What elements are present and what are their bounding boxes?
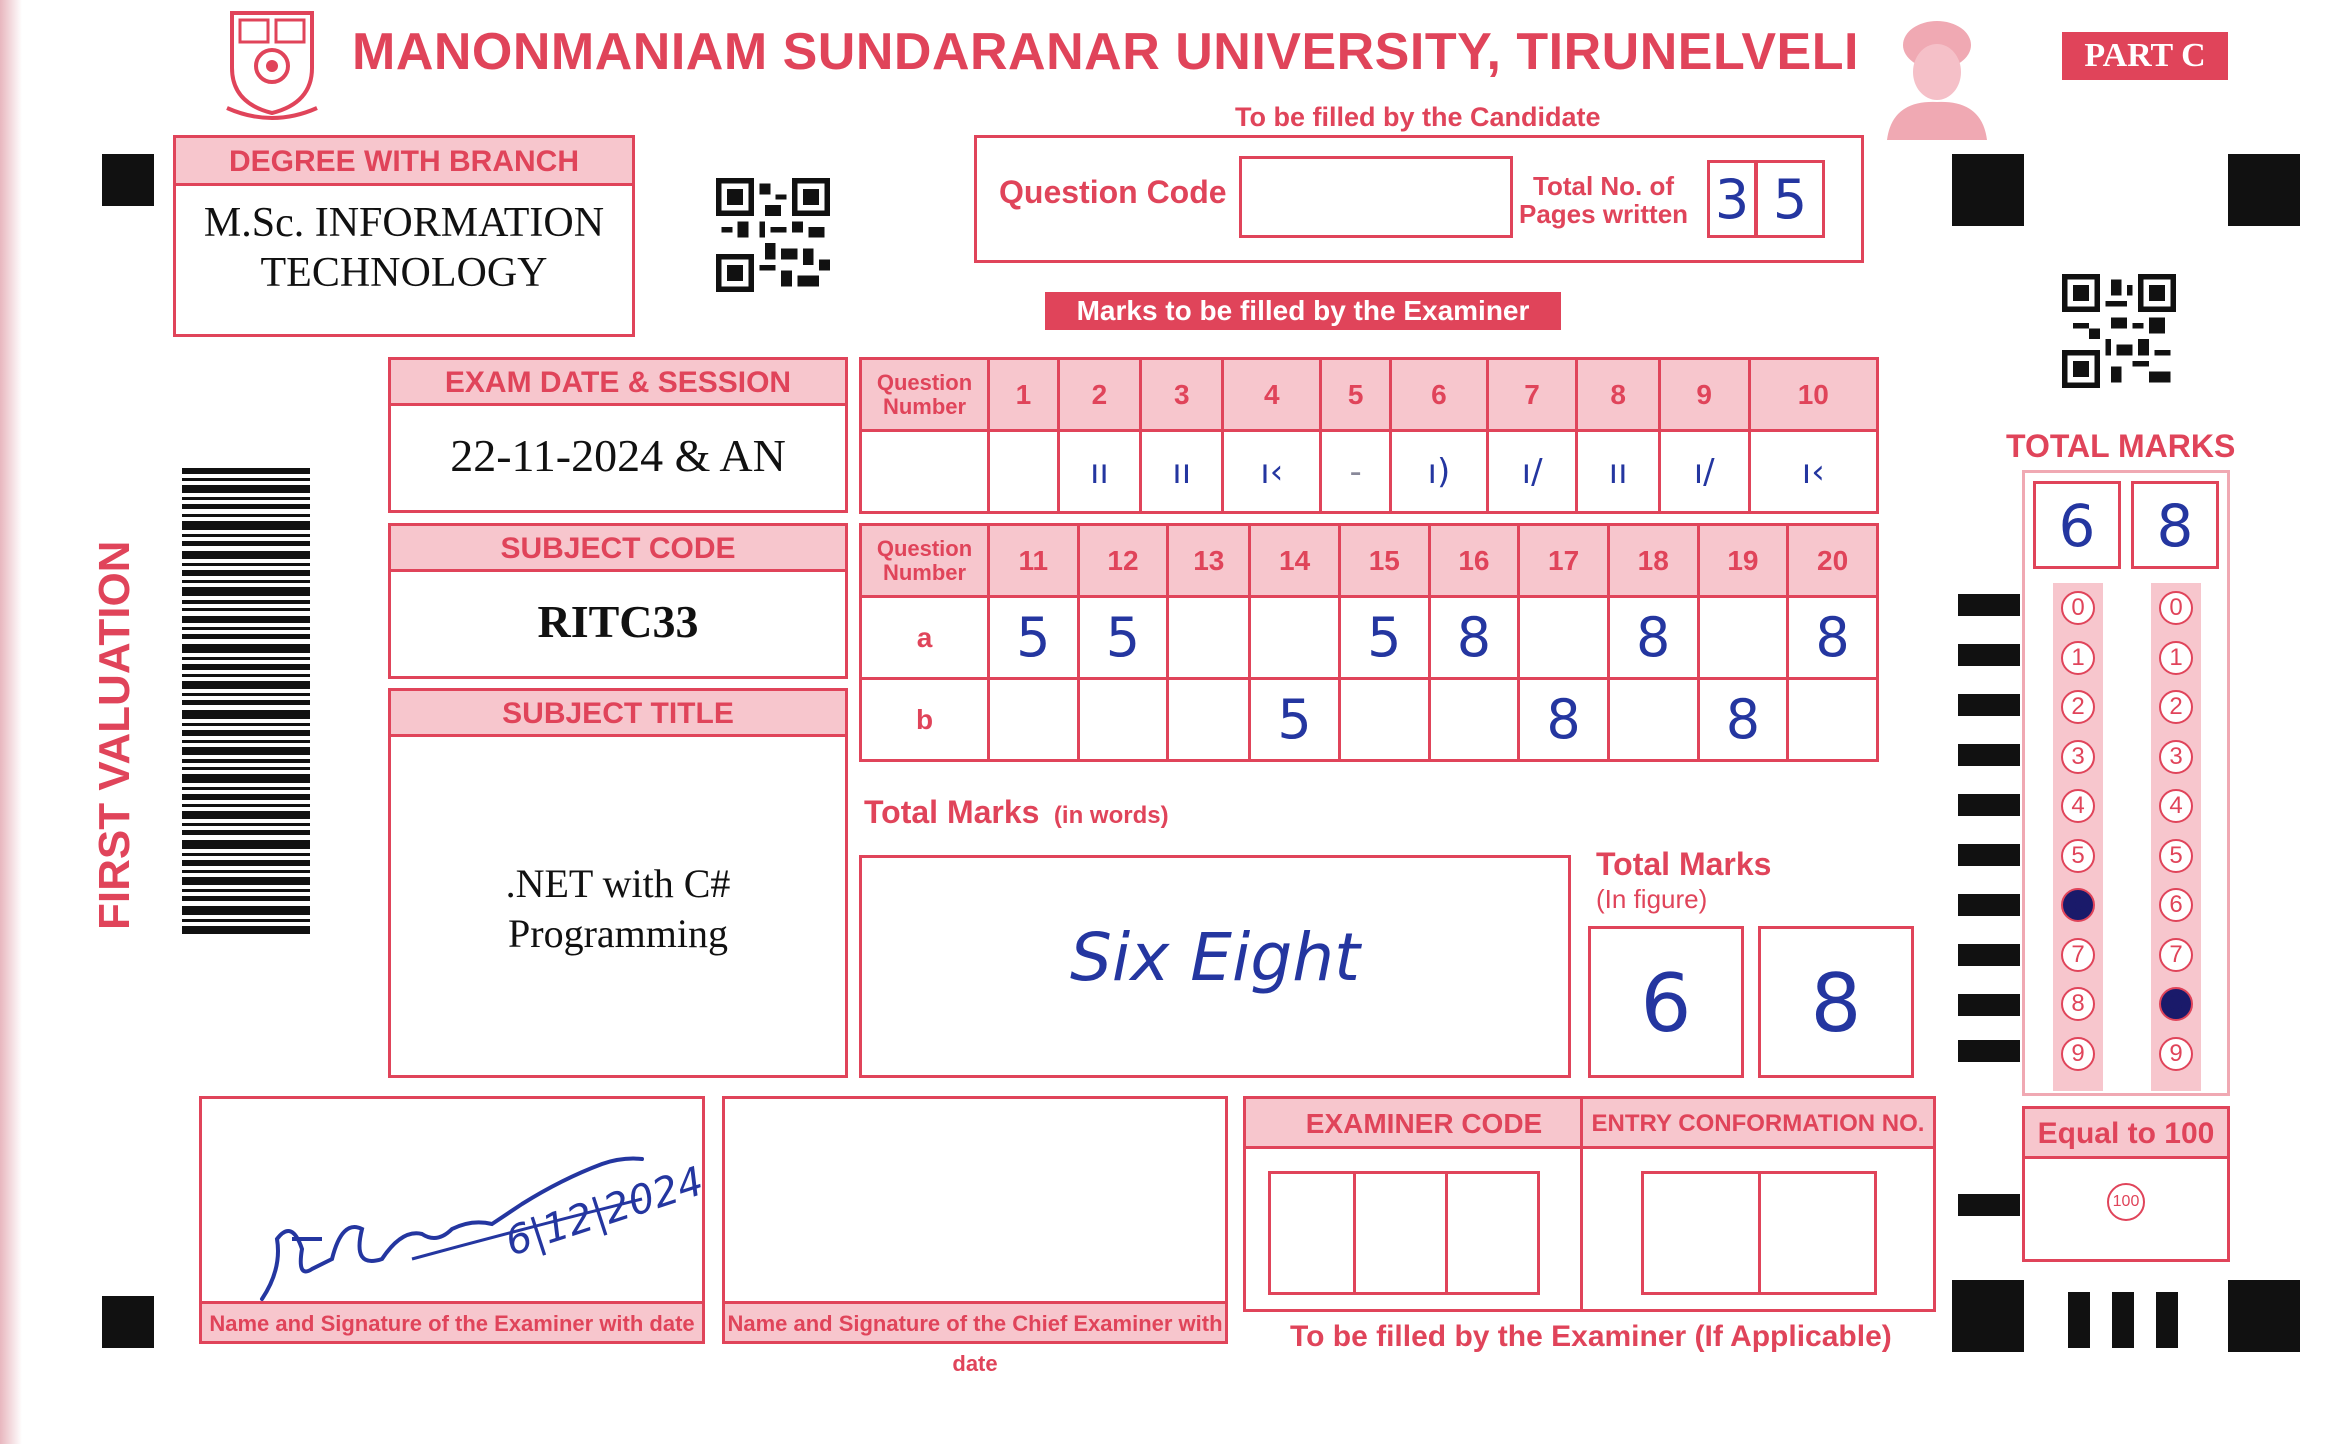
omr-digit-2[interactable] [2131, 481, 2219, 569]
part-label: PART C [2084, 37, 2206, 74]
mark-cell-b[interactable] [1608, 679, 1698, 761]
examiner-code-cell[interactable] [1448, 1171, 1540, 1295]
omr-bubble[interactable]: 4 [2061, 789, 2095, 823]
examiner-code-cell[interactable] [1268, 1171, 1356, 1295]
mark-cell-a[interactable]: 8 [1429, 597, 1519, 679]
part-a-label: a [861, 597, 989, 679]
mark-cell-b[interactable] [1168, 679, 1250, 761]
mark-cell[interactable]: ı/ [1659, 431, 1749, 513]
omr-bubble[interactable]: 2 [2061, 690, 2095, 724]
mark-cell-b[interactable]: 8 [1698, 679, 1788, 761]
degree-value-line2: TECHNOLOGY [260, 250, 548, 296]
entry-conf-box [1580, 1096, 1936, 1312]
omr-bubble-filled[interactable]: 6 [2061, 888, 2095, 922]
pages-label-line1: Total No. of [1533, 171, 1675, 201]
subject-title-line2: Programming [508, 911, 728, 956]
question-number: 2 [1058, 359, 1140, 431]
examiner-banner-text: Marks to be filled by the Examiner [1076, 295, 1530, 326]
mark-cell[interactable]: ı‹ [1749, 431, 1877, 513]
equal100-label: Equal to 100 [2025, 1109, 2227, 1159]
mark-cell[interactable]: ı/ [1487, 431, 1577, 513]
marks-grid-q11-20 [859, 523, 1879, 762]
omr-bubble[interactable]: 7 [2061, 938, 2095, 972]
examiner-banner [1045, 292, 1561, 330]
timing-mark [1958, 844, 2020, 866]
mark-cell[interactable]: ı‹ [1223, 431, 1321, 513]
subject-title-label: SUBJECT TITLE [391, 691, 845, 737]
omr-digit-2-value: 8 [2156, 492, 2194, 560]
pages-digit-2-value: 5 [1772, 168, 1808, 231]
total-figure-label: Total Marks [1596, 846, 1772, 882]
question-number: 15 [1339, 525, 1429, 597]
pages-digit-1-value: 3 [1714, 168, 1750, 231]
timing-mark [1958, 644, 2020, 666]
question-code-label: Question Code [999, 174, 1227, 210]
timing-mark [1958, 694, 2020, 716]
mark-cell[interactable]: ıı [1577, 431, 1659, 513]
question-number-label [861, 525, 989, 597]
omr-total-box [2022, 470, 2230, 1096]
equal100-box [2022, 1106, 2230, 1262]
mark-cell-a[interactable] [1519, 597, 1609, 679]
exam-date-value: 22-11-2024 & AN [450, 430, 786, 481]
examiner-code-cell[interactable] [1356, 1171, 1448, 1295]
omr-bubble[interactable]: 7 [2159, 938, 2193, 972]
part-badge [2062, 32, 2228, 80]
total-figure-digit-2-value: 8 [1810, 957, 1862, 1050]
mark-cell-a[interactable]: 8 [1788, 597, 1878, 679]
registration-mark [102, 1296, 154, 1348]
mark-cell-a[interactable] [1168, 597, 1250, 679]
mark-cell-b[interactable] [1429, 679, 1519, 761]
exam-date-box [388, 357, 848, 513]
subject-code-box [388, 523, 848, 679]
registration-mark [2228, 1280, 2300, 1352]
timing-mark [1958, 1194, 2020, 1216]
omr-bubble[interactable]: 0 [2061, 591, 2095, 625]
omr-bubble[interactable]: 3 [2061, 740, 2095, 774]
omr-column-1 [2053, 583, 2103, 1091]
mark-cell-b[interactable]: 5 [1250, 679, 1340, 761]
examiner-code-box [1243, 1096, 1605, 1312]
total-words-value: Six Eight [1070, 919, 1360, 996]
examiner-code-label: EXAMINER CODE [1246, 1099, 1602, 1149]
total-figure-digit-1[interactable] [1588, 926, 1744, 1078]
timing-mark [1958, 894, 2020, 916]
question-number: 6 [1391, 359, 1488, 431]
question-number: 7 [1487, 359, 1577, 431]
degree-box [173, 135, 635, 337]
exam-date-label: EXAM DATE & SESSION [391, 360, 845, 406]
subject-title-line1: .NET with C# [505, 861, 731, 906]
founder-portrait [1872, 10, 2002, 140]
timing-mark [1958, 594, 2020, 616]
university-title: MANONMANIAM SUNDARANAR UNIVERSITY, TIRUNELVELI [352, 23, 1859, 81]
mark-cell[interactable]: ıı [1058, 431, 1140, 513]
total-figure-digit-1-value: 6 [1640, 957, 1692, 1050]
examiner-sign-date: 6|12|2024 [499, 1158, 710, 1266]
equal100-bubble[interactable] [2107, 1183, 2145, 1221]
timing-mark [1958, 1040, 2020, 1062]
barcode [182, 468, 310, 936]
omr-bubble[interactable]: 6 [2159, 888, 2193, 922]
question-number: 19 [1698, 525, 1788, 597]
qn-label-line2: Number [882, 559, 967, 585]
mark-cell[interactable]: - [1321, 431, 1391, 513]
mark-cell-a[interactable] [1250, 597, 1340, 679]
omr-bubble[interactable]: 2 [2159, 690, 2193, 724]
registration-bar [2112, 1292, 2134, 1348]
question-code-field[interactable] [1239, 156, 1513, 238]
timing-mark [1958, 994, 2020, 1016]
entry-conf-cell[interactable] [1641, 1171, 1761, 1295]
question-number: 17 [1519, 525, 1609, 597]
registration-mark [1952, 1280, 2024, 1352]
timing-mark [1958, 794, 2020, 816]
omr-bubble[interactable]: 9 [2061, 1037, 2095, 1071]
omr-bubble-filled[interactable]: 8 [2159, 987, 2193, 1021]
omr-bubble[interactable]: 9 [2159, 1037, 2193, 1071]
side-label: FIRST VALUATION [90, 540, 139, 930]
question-number: 9 [1659, 359, 1749, 431]
examiner-sign-label: Name and Signature of the Examiner with date [202, 1301, 702, 1341]
omr-bubble[interactable]: 5 [2061, 839, 2095, 873]
question-number: 13 [1168, 525, 1250, 597]
pages-label-line2: Pages written [1519, 199, 1689, 229]
registration-mark [1952, 154, 2024, 226]
timing-mark [1958, 944, 2020, 966]
mark-cell-a[interactable] [1698, 597, 1788, 679]
question-number: 20 [1788, 525, 1878, 597]
total-words-field[interactable] [859, 855, 1571, 1078]
degree-value-line1: M.Sc. INFORMATION [203, 200, 605, 246]
question-number: 3 [1141, 359, 1223, 431]
university-logo [222, 8, 322, 123]
question-number: 8 [1577, 359, 1659, 431]
mark-cell-empty [861, 431, 989, 513]
mark-cell[interactable] [989, 431, 1059, 513]
subject-code-value: RITC33 [537, 596, 699, 647]
mark-cell-b[interactable]: 8 [1519, 679, 1609, 761]
equal100-bubble-text: 100 [2112, 1193, 2140, 1210]
pages-digit-2[interactable] [1755, 160, 1825, 238]
bottom-note: To be filled by the Examiner (If Applicable) [1290, 1320, 1892, 1353]
total-words-label: Total Marks [864, 794, 1040, 830]
entry-conf-cell[interactable] [1761, 1171, 1877, 1295]
question-number: 4 [1223, 359, 1321, 431]
qr-code [2062, 274, 2176, 388]
qn-label-line1: Question [876, 535, 973, 561]
total-words-sub: (in words) [1053, 802, 1169, 829]
mark-cell-a[interactable]: 5 [1078, 597, 1168, 679]
chief-sign-label: Name and Signature of the Chief Examiner with date [725, 1301, 1225, 1341]
question-number: 11 [989, 525, 1079, 597]
omr-digit-1[interactable] [2033, 481, 2121, 569]
question-number: 12 [1078, 525, 1168, 597]
omr-digit-1-value: 6 [2058, 492, 2096, 560]
entry-conf-label: ENTRY CONFORMATION NO. [1583, 1099, 1933, 1149]
part-b-label: b [861, 679, 989, 761]
omr-bubble[interactable]: 5 [2159, 839, 2193, 873]
mark-cell-b[interactable] [1339, 679, 1429, 761]
chief-signature-box[interactable] [722, 1096, 1228, 1376]
registration-bar [2068, 1292, 2090, 1348]
question-number: 16 [1429, 525, 1519, 597]
qn-label-line1: Question [876, 369, 973, 395]
question-number: 5 [1321, 359, 1391, 431]
question-number: 1 [989, 359, 1059, 431]
total-figure-sub: (In figure) [1596, 884, 1708, 914]
timing-mark [1958, 744, 2020, 766]
mark-cell[interactable]: ı) [1391, 431, 1488, 513]
paper-edge [0, 0, 22, 1444]
mark-cell-a[interactable]: 5 [1339, 597, 1429, 679]
degree-label: DEGREE WITH BRANCH [176, 138, 632, 186]
question-number-label [861, 359, 989, 431]
omr-bubble[interactable]: 0 [2159, 591, 2193, 625]
omr-bubble[interactable]: 1 [2061, 641, 2095, 675]
omr-bubble[interactable]: 3 [2159, 740, 2193, 774]
registration-bar [2156, 1292, 2178, 1348]
qr-code [716, 178, 830, 292]
omr-column-2 [2151, 583, 2201, 1091]
registration-mark [2228, 154, 2300, 226]
qn-label-line2: Number [882, 393, 967, 419]
candidate-note: To be filled by the Candidate [1235, 102, 1601, 132]
total-figure-digit-2[interactable] [1758, 926, 1914, 1078]
mark-cell[interactable]: ıı [1141, 431, 1223, 513]
mark-cell-b[interactable] [1788, 679, 1878, 761]
omr-bubble[interactable]: 8 [2061, 987, 2095, 1021]
pages-digit-1[interactable] [1707, 160, 1757, 238]
examiner-signature-box[interactable] [199, 1096, 710, 1344]
omr-bubble[interactable]: 4 [2159, 789, 2193, 823]
question-number: 10 [1749, 359, 1877, 431]
marks-grid-q1-10 [859, 357, 1879, 514]
question-number: 18 [1608, 525, 1698, 597]
candidate-box [974, 135, 1864, 263]
mark-cell-b[interactable] [1078, 679, 1168, 761]
registration-mark [102, 154, 154, 206]
subject-title-box [388, 688, 848, 1078]
omr-total-label: TOTAL MARKS [2006, 428, 2236, 464]
omr-bubble[interactable]: 1 [2159, 641, 2193, 675]
question-number: 14 [1250, 525, 1340, 597]
mark-cell-a[interactable]: 8 [1608, 597, 1698, 679]
mark-cell-b[interactable] [989, 679, 1079, 761]
mark-cell-a[interactable]: 5 [989, 597, 1079, 679]
subject-code-label: SUBJECT CODE [391, 526, 845, 572]
